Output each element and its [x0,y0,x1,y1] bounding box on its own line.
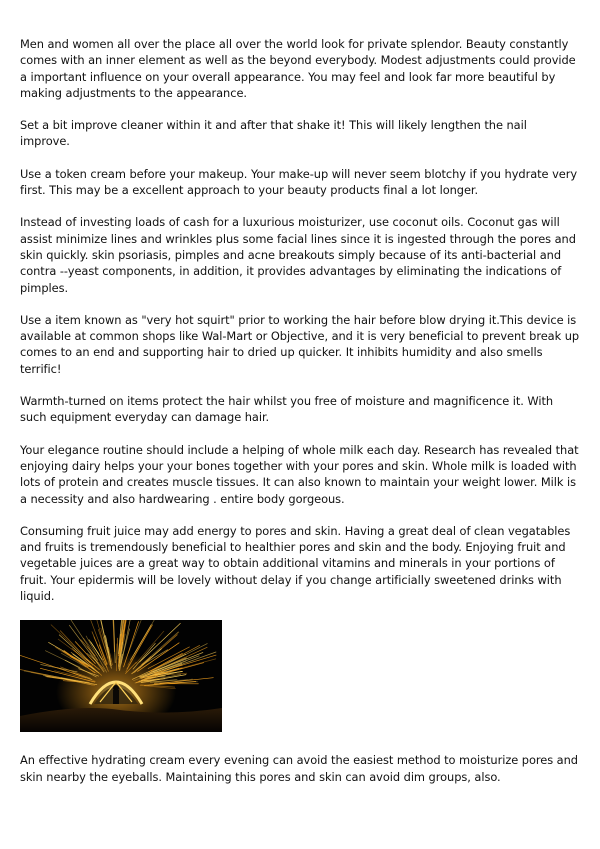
paragraph-8: Consuming fruit juice may add energy to pores and skin. Having a great deal of clean vegatables and fruits is tremendously beneficial to healthier pores and skin and the body. Enjoying fruit and vegetable juices are a great way to obtain additional vitamins and minerals in your portions of fruit. Your epidermis will be lovely without delay if you change artificially sweetened drinks with liquid. [20,523,571,604]
paragraph-5: Use a item known as "very hot squirt" prior to working the hair before blow drying it.This device is available at common shops like Wal-Mart or Objective, and it is very beneficial to prevent break up comes to an end and supporting hair to dried up quicker. It inhibits humidity and also smells terrific! [20,312,580,376]
paragraph-3: Use a token cream before your makeup. Your make-up will never seem blotchy if you hydrate very first. This may be a excellent approach to your beauty products final a lot longer. [20,166,578,198]
article-body [20,36,580,785]
sparks-illustration [20,620,222,732]
paragraph-2: Set a bit improve cleaner within it and after that shake it! This will likely lengthen the nail improve. [20,118,527,149]
closing-paragraph: An effective hydrating cream every evening can avoid the easiest method to moisturize pores and skin nearby the eyeballs. Maintaining this pores and skin can avoid dim groups, also. [20,753,578,784]
paragraph-1: Men and women all over the place all over the world look for private splendor. Beauty constantly comes with an inner element as well as the beyond everybody. Modest adjustments could provide a important influence on your overall appearance. You may feel and look far more beautiful by making adjustments to the appearance. [20,37,576,100]
steel-wool-sparks-photo [20,620,222,732]
paragraph-4: Instead of investing loads of cash for a luxurious moisturizer, use coconut oils. Coconut gas will assist minimize lines and wrinkles plus some facial lines since it is ingested through the pores and skin quickly. skin psoriasis, pimples and acne breakouts simply because of its anti-bacterial and contra --yeast components, in addition, it provides advantages by eliminating the indications of pimples. [20,215,576,295]
paragraph-7: Your elegance routine should include a helping of whole milk each day. Research has revealed that enjoying dairy helps your your bones together with your pores and skin. Whole milk is loaded with lots of protein and creates muscle tissues. It can also known to maintain your weight lower. Milk is a necessity and also hardwearing . entire body gorgeous. [20,442,579,506]
paragraph-6: Warmth-turned on items protect the hair whilst you free of moisture and magnificence it. With such equipment everyday can damage hair. [20,394,554,425]
